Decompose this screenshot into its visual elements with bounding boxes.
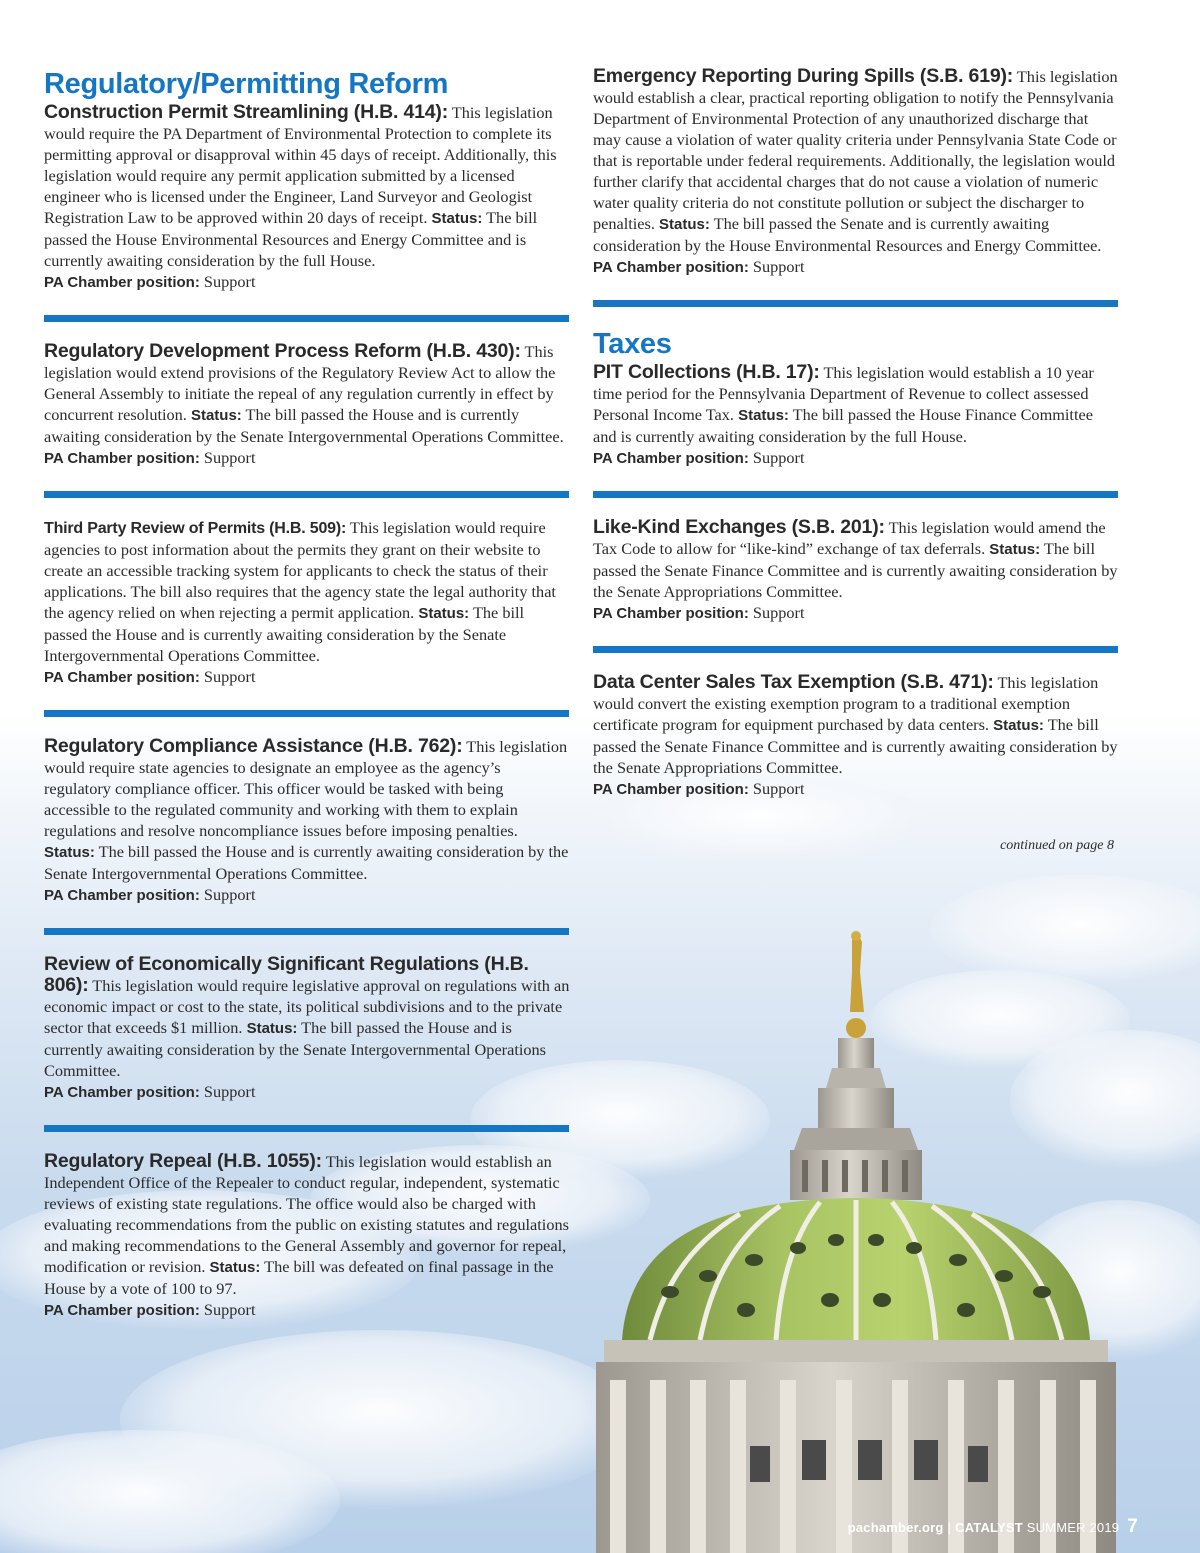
status-label: Status: — [44, 844, 95, 861]
chamber-position — [44, 884, 571, 906]
bill-text — [44, 954, 571, 1081]
bill-body: This legislation would require legislative approval on regulations with an economic impact or cost to the state, its political subdivisions and to the private sector that exceeds $1 million. — [44, 976, 570, 1037]
bill-body: This legislation would extend provisions of the Regulatory Review Act to allow the General Assembly to initiate the repeal of any regulation currently in effect by concurrent resolution. — [44, 342, 556, 424]
position-label: PA Chamber position: — [593, 781, 749, 798]
bill-text — [593, 672, 1120, 778]
bill-status: The bill was defeated on final passage in the House by a vote of 100 to 97. — [44, 1257, 554, 1298]
chamber-position — [593, 778, 1120, 800]
position-value: Support — [199, 1300, 256, 1319]
section-divider — [44, 491, 569, 498]
bill-hb-806 — [44, 954, 571, 1103]
section-heading-regulatory: Regulatory/Permitting Reform — [44, 68, 449, 100]
bill-title: Regulatory Compliance Assistance (H.B. 762): — [44, 735, 463, 757]
bill-sb-471 — [593, 672, 1120, 800]
bill-hb-430 — [44, 341, 571, 469]
bill-body: This legislation would establish an Independent Office of the Repealer to conduct regular, independent, systematic reviews of existing state regulations. The office would also be charged with evaluating recommendations from the public on existing statutes and regulations and making recommendations to the General Assembly and governor for repeal, modification or revision. — [44, 1152, 569, 1276]
footer-magazine: CATALYST — [955, 1520, 1023, 1535]
position-label: PA Chamber position: — [593, 259, 749, 276]
left-column — [44, 66, 571, 1321]
position-label: PA Chamber position: — [44, 450, 200, 467]
section-heading-taxes: Taxes — [593, 328, 672, 360]
status-label: Status: — [993, 717, 1044, 734]
position-value: Support — [748, 257, 805, 276]
bill-hb-414 — [44, 102, 571, 293]
position-value: Support — [748, 779, 805, 798]
bill-title: Third Party Review of Permits (H.B. 509): — [44, 520, 347, 537]
section-divider — [593, 300, 1118, 307]
chamber-position — [44, 447, 571, 469]
bill-status: The bill passed the House Environmental Resources and Energy Committee and is currently awaiting consideration by the full House. — [44, 208, 538, 270]
capitol-dome-image — [540, 880, 1140, 1553]
bill-body: This legislation would establish a clear, practical reporting obligation to notify the Pennsylvania Department of Environmental Protection of any unauthorized discharge that may cause a violation of water quality criteria under Pennsylvania State Code or that is reportable under federal requirements. Additionally, the legislation would further clarify that accidental charges that do not cause a violation of numeric water quality criteria do not constitute pollution or subject the discharger to penalties. — [593, 67, 1118, 233]
position-value: Support — [199, 885, 256, 904]
chamber-position — [44, 666, 571, 688]
bill-status: The bill passed the House and is currently awaiting consideration by the Senate Intergovernmental Operations Committee. — [44, 842, 569, 883]
bill-status: The bill passed the Senate Finance Committee and is currently awaiting consideration by the Senate Appropriations Committee. — [593, 539, 1118, 601]
position-label: PA Chamber position: — [44, 1302, 200, 1319]
footer-site: pachamber.org — [847, 1520, 944, 1535]
bill-title: Review of Economically Significant Regulations (H.B. 806): — [44, 953, 529, 996]
status-label: Status: — [190, 407, 242, 424]
position-value: Support — [199, 667, 256, 686]
footer-issue: SUMMER 2019 — [1022, 1520, 1120, 1535]
section-divider — [44, 315, 569, 322]
bill-body: This legislation would require state agencies to designate an employee as the agency’s regulatory compliance officer. This officer would be tasked with being accessible to the regulated community and working with them to explain regulations and resolve noncompliance issues before imposing penalties. — [44, 737, 568, 840]
page-footer — [848, 1516, 1138, 1538]
chamber-position — [44, 1299, 571, 1321]
section-divider — [44, 710, 569, 717]
bill-body: This legislation would convert the existing exemption program to a traditional exemption certificate program for equipment purchased by data centers. — [593, 673, 1099, 734]
page-number: 7 — [1127, 1516, 1138, 1537]
section-divider — [44, 1125, 569, 1132]
bill-status: The bill passed the Senate and is currently awaiting consideration by the House Environmental Resources and Energy Committee. — [593, 214, 1102, 255]
position-label: PA Chamber position: — [44, 274, 200, 291]
bill-text — [44, 1151, 571, 1299]
status-label: Status: — [989, 541, 1041, 558]
section-divider — [44, 928, 569, 935]
bill-text — [593, 362, 1120, 447]
bill-text — [593, 517, 1120, 602]
bill-title: Like-Kind Exchanges (S.B. 201): — [593, 516, 885, 538]
position-label: PA Chamber position: — [44, 1084, 200, 1101]
position-value: Support — [748, 603, 805, 622]
bill-body: This legislation would amend the Tax Code to allow for “like-kind” exchange of tax deferrals. — [593, 518, 1106, 558]
status-label: Status: — [738, 407, 789, 424]
position-label: PA Chamber position: — [44, 669, 200, 686]
bill-sb-619 — [593, 66, 1120, 278]
section-divider — [593, 491, 1118, 498]
right-column — [593, 66, 1120, 854]
bill-status: The bill passed the House and is currently awaiting consideration by the Senate Intergovernmental Operations Committee. — [44, 405, 564, 446]
bill-status: The bill passed the House Finance Committee and is currently awaiting consideration by the full House. — [593, 405, 1093, 446]
position-value: Support — [199, 448, 256, 467]
bill-hb-762 — [44, 736, 571, 906]
bill-sb-201 — [593, 517, 1120, 624]
bill-title: Emergency Reporting During Spills (S.B. 619): — [593, 65, 1014, 87]
position-value: Support — [748, 448, 805, 467]
bill-body: This legislation would require the PA Department of Environmental Protection to complete its permitting approval or disapproval within 45 days of receipt. Additionally, this legislation would require any permit application submitted by a licensed engineer who is licensed under the Engineer, Land Surveyor and Geologist Registration Law to be approved within 20 days of receipt. — [44, 103, 557, 227]
bill-hb-509 — [44, 517, 571, 688]
bill-text — [593, 66, 1120, 256]
status-label: Status: — [431, 210, 483, 227]
chamber-position — [593, 602, 1120, 624]
bill-text — [44, 517, 571, 666]
bill-status: The bill passed the House and is currently awaiting consideration by the Senate Intergovernmental Operations Committee. — [44, 603, 525, 665]
chamber-position — [44, 271, 571, 293]
chamber-position — [593, 256, 1120, 278]
bill-status: The bill passed the House and is currently awaiting consideration by the Senate Intergovernmental Operations Committee. — [44, 1018, 546, 1080]
position-label: PA Chamber position: — [593, 605, 749, 622]
footer-separator: | — [947, 1520, 952, 1535]
chamber-position — [44, 1081, 571, 1103]
status-label: Status: — [418, 605, 470, 622]
bill-title: PIT Collections (H.B. 17): — [593, 361, 820, 383]
bill-text — [44, 736, 571, 884]
status-label: Status: — [209, 1259, 261, 1276]
bill-title: Data Center Sales Tax Exemption (S.B. 471): — [593, 671, 994, 693]
continued-note: continued on page 8 — [1000, 838, 1114, 853]
bill-text — [44, 102, 571, 271]
bill-text — [44, 341, 571, 447]
bill-hb-17 — [593, 362, 1120, 469]
position-label: PA Chamber position: — [593, 450, 749, 467]
bill-title: Regulatory Repeal (H.B. 1055): — [44, 1150, 322, 1172]
bill-status: The bill passed the Senate Finance Committee and is currently awaiting consideration by the Senate Appropriations Committee. — [593, 715, 1118, 777]
bill-body: This legislation would require agencies to post information about the permits they grant on their website to create an accessible tracking system for applicants to check the status of their applications. The bill also requires that the agency state the legal authority that the agency relied on when rejecting a permit application. — [44, 518, 556, 622]
section-divider — [593, 646, 1118, 653]
position-label: PA Chamber position: — [44, 887, 200, 904]
bill-title: Regulatory Development Process Reform (H.B. 430): — [44, 340, 521, 362]
status-label: Status: — [659, 216, 710, 233]
position-value: Support — [199, 272, 256, 291]
status-label: Status: — [246, 1020, 298, 1037]
bill-hb-1055 — [44, 1151, 571, 1321]
chamber-position — [593, 447, 1120, 469]
bill-body: This legislation would establish a 10 year time period for the Pennsylvania Department of Revenue to collect assessed Personal Income Tax. — [593, 363, 1094, 424]
position-value: Support — [199, 1082, 256, 1101]
bill-title: Construction Permit Streamlining (H.B. 414): — [44, 101, 449, 123]
